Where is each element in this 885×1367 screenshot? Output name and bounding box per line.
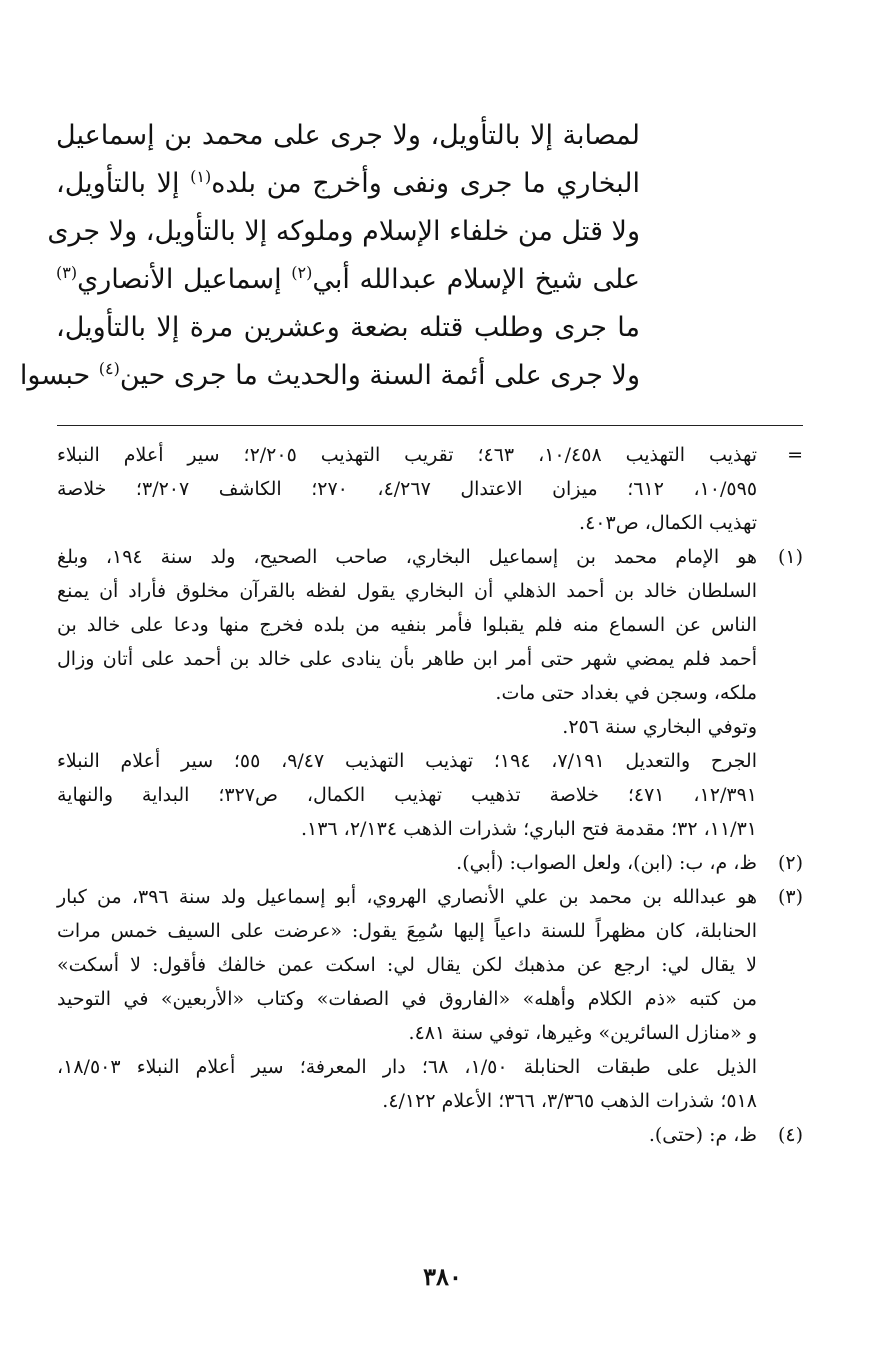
footnote-4 — [57, 1118, 803, 1152]
footnote-line: هو عبدالله بن محمد بن علي الأنصاري الهروي، أبو إسماعيل ولد سنة ٣٩٦، من كبار — [57, 886, 757, 908]
footnote-number: = — [787, 444, 803, 466]
main-line — [56, 304, 640, 352]
footnote-line: ٥١٨؛ شذرات الذهب ٣/٣٦٥، ٣٦٦؛ الأعلام ٤/١٢٢. — [382, 1090, 757, 1112]
footnote-line: ظ، م: (حتى). — [648, 1124, 757, 1146]
main-text-segment: إسماعيل الأنصاري — [77, 264, 292, 295]
footnotes — [57, 438, 803, 1152]
footnote-line: ١٠/٥٩٥، ٦١٢؛ ميزان الاعتدال ٤/٢٦٧، ٢٧٠؛ الكاشف ٣/٢٠٧؛ خلاصة — [57, 478, 758, 500]
main-line — [56, 256, 640, 304]
main-text-segment: ولا جرى على أئمة السنة والحديث ما جرى حين — [119, 360, 640, 391]
footnote-line: أحمد فلم يمضي شهر حتى أمر ابن طاهر بأن ينادى على خالد بن أحمد على أتان وزال — [57, 648, 757, 670]
footnote-line: السلطان خالد بن أحمد الذهلي أن البخاري يقول لفظه بالقرآن مخلوق فأراد أن يمنع — [57, 580, 757, 602]
footnote-line: لا يقال لي: ارجع عن مذهبك لكن يقال لي: اسكت عمن خالفك فأقول: لا أسكت» — [57, 954, 757, 976]
footnote-body — [57, 880, 757, 1118]
footnote-line: الناس عن السماع منه فلم يقبلوا فأمر بنفيه من بلده فخرج منها ودعا على خالد بن — [57, 614, 757, 636]
main-line — [47, 208, 640, 256]
footnote-body — [57, 846, 757, 880]
footnote-line: ١١/٣١، ٣٢؛ مقدمة فتح الباري؛ شذرات الذهب ٢/١٣٤، ١٣٦. — [300, 818, 757, 840]
main-text-segment: على شيخ الإسلام عبدالله أبي — [312, 264, 640, 295]
main-text-segment: البخاري ما جرى ونفى وأخرج من بلده — [211, 168, 640, 199]
footnote-line: الحنابلة، كان مظهراً للسنة داعياً إليها سُمِعَ يقول: «عرضت على السيف خمس مرات — [57, 920, 757, 942]
footnote-line: ملكه، وسجن في بغداد حتى مات. — [495, 682, 757, 704]
footnote-number: (٢) — [777, 852, 803, 874]
main-text — [19, 112, 640, 400]
main-text-segment: لمصابة إلا بالتأويل، ولا جرى على محمد بن إسماعيل — [56, 120, 640, 151]
footnote-3 — [57, 880, 803, 1118]
footnote-line: هو الإمام محمد بن إسماعيل البخاري، صاحب الصحيح، ولد سنة ١٩٤، وبلغ — [57, 546, 758, 568]
footnote-number: (٤) — [777, 1124, 803, 1146]
footnote-line: الجرح والتعديل ٧/١٩١، ١٩٤؛ تهذيب التهذيب ٩/٤٧، ٥٥؛ سير أعلام النبلاء — [57, 750, 757, 772]
footnote-line: تهذيب الكمال، ص٤٠٣. — [579, 512, 757, 534]
main-text-segment: إلا بالتأويل، — [56, 168, 191, 199]
main-text-segment: ولا قتل من خلفاء الإسلام وملوكه إلا بالتأويل، ولا جرى — [47, 216, 640, 247]
footnote-number: (١) — [777, 546, 803, 568]
footnote-continued — [57, 438, 803, 540]
footnote-body — [57, 438, 757, 540]
footnote-line: من كتبه «ذم الكلام وأهله» «الفاروق في الصفات» وكتاب «الأربعين» في التوحيد — [57, 988, 757, 1010]
footnote-marker: (١) — [190, 167, 212, 186]
footnote-line: تهذيب التهذيب ١٠/٤٥٨، ٤٦٣؛ تقريب التهذيب ٢/٢٠٥؛ سير أعلام النبلاء — [57, 444, 757, 466]
footnote-marker: (٣) — [56, 263, 78, 282]
footnote-body — [57, 1118, 757, 1152]
page-number: ٣٨٠ — [423, 1262, 462, 1291]
footnote-line: وتوفي البخاري سنة ٢٥٦. — [562, 716, 757, 738]
footnote-body — [57, 540, 757, 846]
main-line — [56, 112, 640, 160]
main-line — [56, 160, 640, 208]
footnote-line: و «منازل السائرين» وغيرها، توفي سنة ٤٨١. — [408, 1022, 757, 1044]
footnote-line: الذيل على طبقات الحنابلة ١/٥٠، ٦٨؛ دار المعرفة؛ سير أعلام النبلاء ١٨/٥٠٣، — [57, 1056, 757, 1078]
footnote-1 — [57, 540, 803, 846]
footnote-separator — [57, 425, 803, 426]
footnote-marker: (٢) — [291, 263, 313, 282]
footnote-line: ١٢/٣٩١، ٤٧١؛ خلاصة تذهيب تهذيب الكمال، ص٣٢٧؛ البداية والنهاية — [57, 784, 757, 806]
footnote-line: ظ، م، ب: (ابن)، ولعل الصواب: (أبي). — [456, 852, 757, 874]
footnote-marker: (٤) — [98, 359, 120, 378]
footnote-2 — [57, 846, 803, 880]
main-text-segment: ما جرى وطلب قتله بضعة وعشرين مرة إلا بالتأويل، — [56, 312, 640, 343]
footnote-number: (٣) — [777, 886, 803, 908]
main-line — [19, 352, 640, 400]
main-text-segment: حبسوا — [19, 360, 99, 391]
